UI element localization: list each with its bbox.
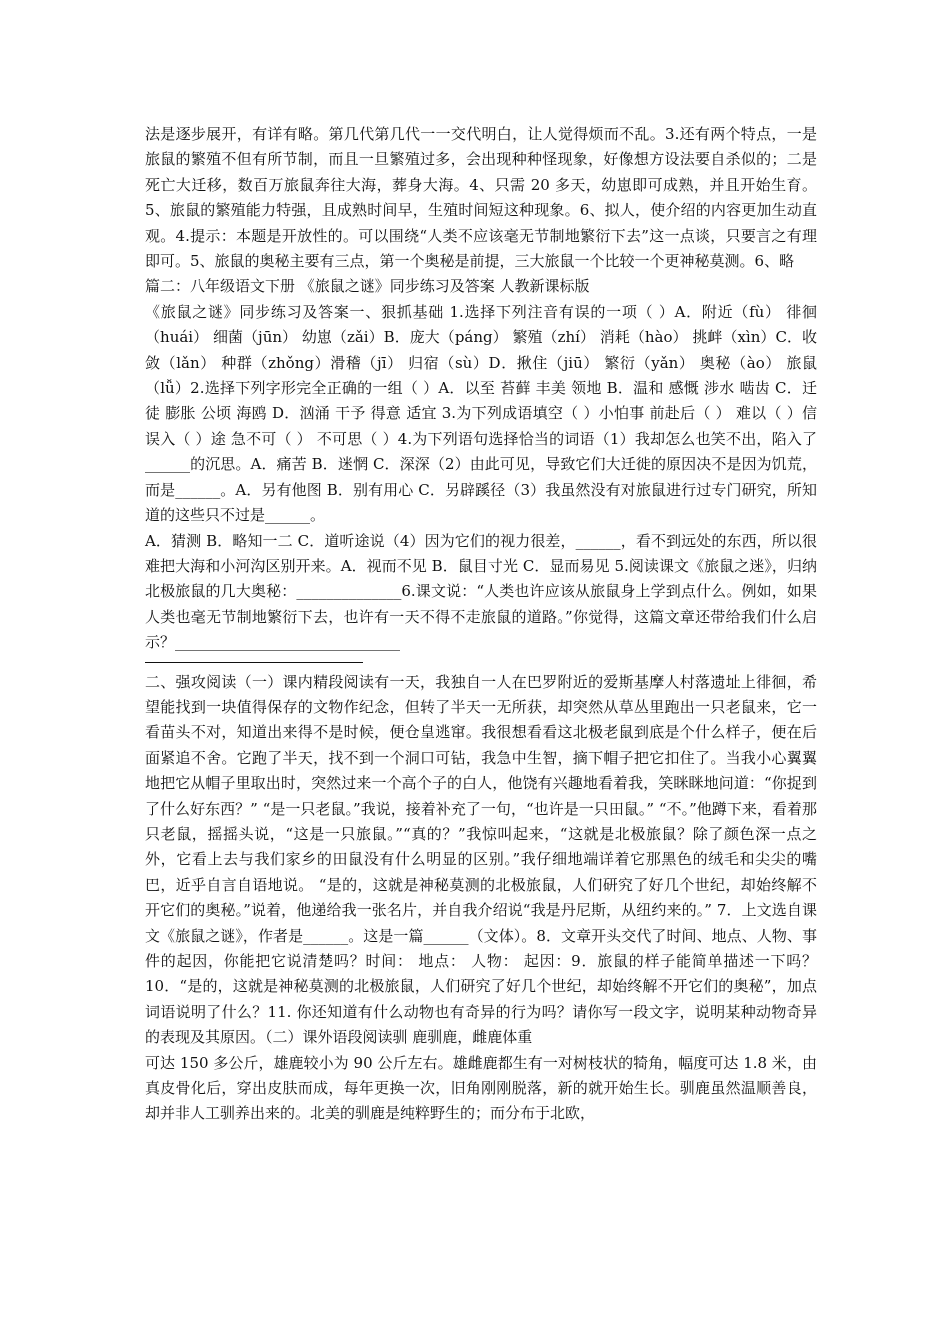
exercise-paragraph: A．猜测 B．略知一二 C．道听途说（4）因为它们的视力很差，______，看不到远处的东西，所以很难把大海和小河沟区别开来。A．视而不见 B．鼠目寸光 C．显而易见 5.阅读课文《旅鼠之迷》，归纳北极旅鼠的几大奥秘：______________6.课文说：“人类也许应该从旅鼠身上学到点什么。例如，如果人类也毫无节制地繁衍下去，也许有一天不得不走旅鼠的道路。”你觉得，这篇文章还带给我们什么启示？______________________________ [145, 531, 817, 652]
divider-line [145, 662, 363, 663]
reading-paragraph: 二、强攻阅读（一）课内精段阅读有一天，我独自一人在巴罗附近的爱斯基摩人村落遗址上徘徊，希望能找到一块值得保存的文物作纪念，但转了半天一无所获，却突然从草丛里跑出一只老鼠来，它一看苗头不对，知道出来得不是时候，便仓皇逃窜。我很想看看这北极老鼠到底是个什么样子，便在后面紧追不舍。它跑了半天，找不到一个洞口可钻，我急中生智，摘下帽子把它扣住了。当我小心翼翼地把它从帽子里取出时，突然过来一个高个子的白人，他饶有兴趣地看着我，笑眯眯地问道：“你捉到了什么好东西？” “是一只老鼠。”我说，接着补充了一句，“也许是一只田鼠。” “不。”他蹲下来，看着那只老鼠，摇摇头说，“这是一只旅鼠。”“真的？”我惊叫起来，“这就是北极旅鼠？除了颜色深一点之外，它看上去与我们家乡的田鼠没有什么明显的区别。”我仔细地端详着它那黑色的绒毛和尖尖的嘴巴，近乎自言自语地说。 “是的，这就是神秘莫测的北极旅鼠，人们研究了好几个世纪，却始终解不开它们的奥秘。”说着，他递给我一张名片，并自我介绍说“我是丹尼斯，从纽约来的。” 7．上文选自课文《旅鼠之谜》，作者是______。这是一篇______（文体）。8．文章开头交代了时间、地点、人物、事件的起因，你能把它说清楚吗？时间： 地点： 人物： 起因：9．旅鼠的样子能简单描述一下吗？10．“是的，这就是神秘莫测的北极旅鼠，人们研究了好几个世纪，却始终解不开它们的奥秘”，加点词语说明了什么？11. 你还知道有什么动物也有奇异的行为吗？请你写一段文字，说明某种动物奇异的表现及其原因。（二）课外语段阅读驯 鹿驯鹿，雌鹿体重 [145, 672, 817, 1047]
reading-paragraph: 可达 150 多公斤，雄鹿较小为 90 公斤左右。雄雌鹿都生有一对树枝状的犄角，幅度可达 1.8 米，由真皮骨化后，穿出皮肤而成，每年更换一次，旧角刚刚脱落，新的就开始生长。驯鹿虽然温顺善良，却并非人工驯养出来的。北美的驯鹿是纯粹野生的；而分布于北欧， [145, 1053, 817, 1123]
document-page [145, 122, 817, 1127]
exercise-paragraph: 《旅鼠之谜》同步练习及答案一、狠抓基础 1.选择下列注音有误的一项（ ）A．附近（fù） 徘徊（huái） 细菌（jūn） 幼崽（zǎi）B．庞大（páng） 繁殖（zhí） 消耗（hào） 挑衅（xìn）C．收敛（lǎn） 种群（zhǒng）滑稽（jī） 归宿（sù）D．揪住（jiū） 繁衍（yǎn） 奥秘（ào） 旅鼠（lǚ）2.选择下列字形完全正确的一组（ ）A．以至 苔藓 丰美 领地 B．温和 感慨 涉水 啮齿 C．迁徒 膨胀 公顷 海鸥 D．汹涌 干予 得意 适宜 3.为下列成语填空（ ）小怕事 前赴后（ ） 难以（ ）信 误入（ ）途 急不可（ ） 不可思（ ）4.为下列语句选择恰当的词语（1）我却怎么也笑不出，陷入了______的沉思。A．痛苦 B．迷惘 C．深深（2）由此可见，导致它们大迁徙的原因决不是因为饥荒，而是______。A．另有他图 B．别有用心 C．另辟蹊径（3）我虽然没有对旅鼠进行过专门研究，所知道的这些只不过是______。 [145, 302, 817, 525]
section-heading: 篇二：八年级语文下册 《旅鼠之谜》同步练习及答案 人教新课标版 [145, 277, 590, 296]
answer-paragraph: 法是逐步展开，有详有略。第几代第几代一一交代明白，让人觉得烦而不乱。3.还有两个特点，一是旅鼠的繁殖不但有所节制，而且一旦繁殖过多，会出现种种怪现象，好像想方设法要自杀似的；二是死亡大迁移，数百万旅鼠奔往大海，葬身大海。4、只需 20 多天，幼崽即可成熟，并且开始生育。5、旅鼠的繁殖能力特强，且成熟时间早，生殖时间短这种现象。6、拟人，使介绍的内容更加生动直观。4.提示：本题是开放性的。可以围绕“人类不应该毫无节制地繁衍下去”这一点谈，只要言之有理即可。5、旅鼠的奥秘主要有三点，第一个奥秘是前提，三大旅鼠一个比较一个更神秘莫测。6、略 [145, 125, 817, 271]
